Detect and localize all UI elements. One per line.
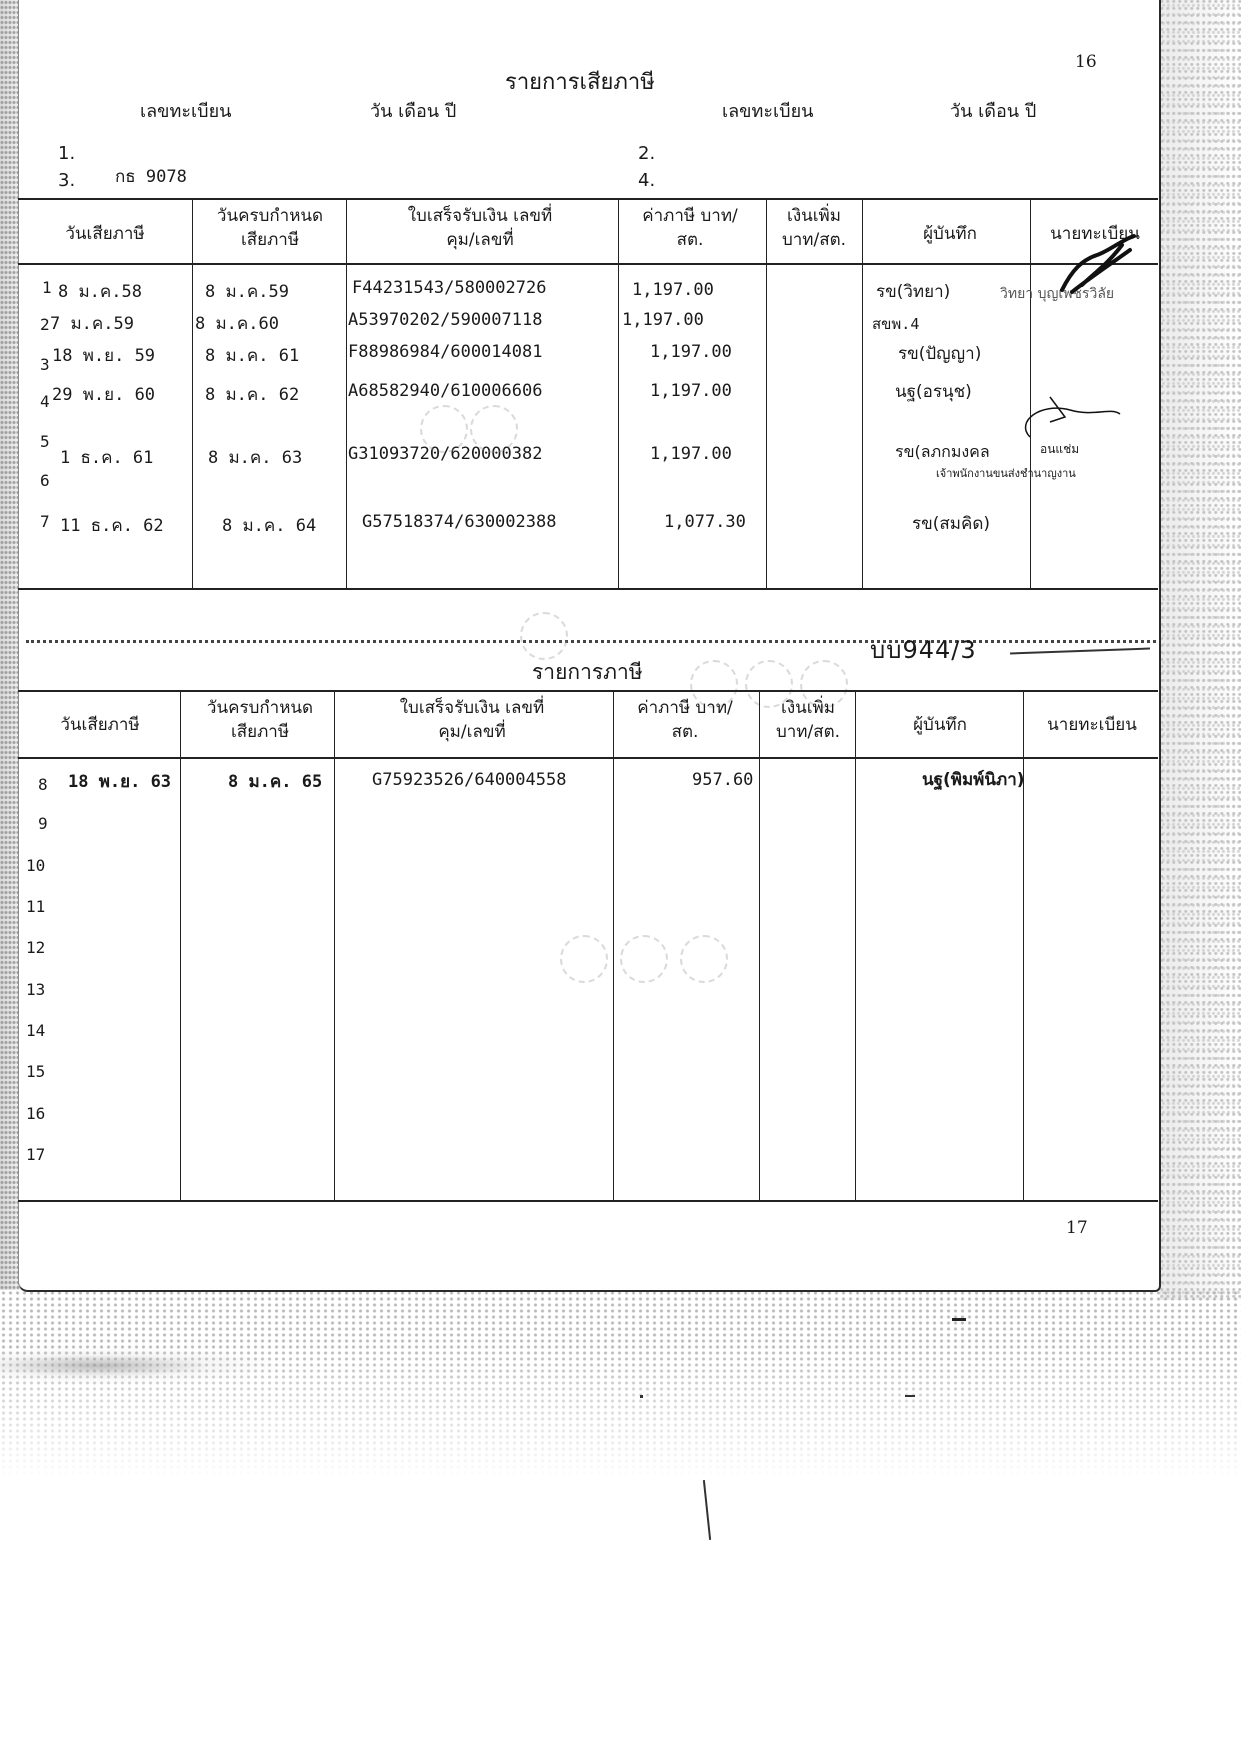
ghost-stamp (420, 405, 468, 453)
scan-edge-right (1160, 0, 1241, 1300)
t1-tax: 1,197.00 (650, 381, 732, 401)
date-label-left: วัน เดือน ปี (370, 101, 457, 122)
t2-tax: 957.60 (692, 770, 754, 790)
t2-col-registrar: นายทะเบียน (1047, 715, 1137, 735)
t1-col-tax: ค่าภาษี บาท/สต. (642, 206, 738, 250)
t1-receipt: F44231543/580002726 (352, 278, 547, 298)
t1-receipt: G57518374/630002388 (362, 512, 557, 532)
vehicle-tax-record-card (18, 0, 1161, 1292)
t1-due-date: 8 ม.ค.60 (195, 314, 279, 334)
reg-entry-no-2: 2. (638, 143, 656, 164)
t1-tax: 1,197.00 (632, 280, 714, 300)
reg-entry-no-1: 1. (58, 143, 76, 164)
t1-recorder: สขพ.4 (872, 315, 920, 333)
t1-receipt: G31093720/620000382 (348, 444, 543, 464)
t2-col-paid-date: วันเสียภาษี (60, 715, 140, 735)
t1-row-number: 2 (40, 315, 50, 334)
t1-paid-date: 29 พ.ย. 60 (52, 385, 156, 405)
t2-row-number: 10 (26, 856, 46, 875)
t1-due-date: 8 ม.ค. 61 (205, 346, 300, 366)
t2-row-number: 15 (26, 1062, 46, 1081)
ghost-stamp (680, 935, 728, 983)
registrar-signature-icon (1052, 230, 1142, 300)
scan-mark (905, 1395, 915, 1397)
t2-receipt: G75923526/640004558 (372, 770, 567, 790)
t2-col-due-date: วันครบกำหนด เสียภาษี (206, 698, 314, 742)
t1-row-number: 4 (40, 392, 50, 411)
t1-due-date: 8 ม.ค. 62 (205, 385, 300, 405)
t1-paid-date: 11 ธ.ค. 62 (60, 516, 164, 536)
t2-due-date: 8 ม.ค. 65 (228, 772, 323, 792)
t1-row-number: 7 (40, 512, 50, 531)
t1-tax: 1,197.00 (622, 310, 704, 330)
tax-record-title: รายการเสียภาษี (505, 70, 655, 95)
separator-dots (26, 640, 1156, 643)
page-number-bottom: 17 (1066, 1218, 1088, 1238)
ghost-stamp (470, 405, 518, 453)
t1-col-registrar: นายทะเบียน (1050, 224, 1140, 244)
scan-edge-bottom (0, 1290, 1241, 1480)
ghost-stamp (560, 935, 608, 983)
tax-list-title: รายการภาษี (532, 660, 643, 684)
t1-recorder: นฐ(อรนุช) (895, 382, 972, 402)
t1-row-number: 6 (40, 471, 50, 490)
scan-mark (640, 1395, 643, 1398)
stamp-number: บบ944/3 (870, 636, 977, 664)
t2-row-number: 16 (26, 1104, 46, 1123)
t2-col-recorder: ผู้บันทึก (913, 715, 967, 735)
t1-due-date: 8 ม.ค. 64 (222, 516, 317, 536)
t1-receipt: A68582940/610006606 (348, 381, 543, 401)
t1-recorder: รข(สมคิด) (912, 514, 991, 534)
t1-paid-date: 18 พ.ย. 59 (52, 346, 156, 366)
t1-receipt: F88986984/600014081 (348, 342, 543, 362)
t1-registrar-name: วิทยา บุญเพชรวิลัย (1000, 286, 1115, 302)
t1-col-extra: เงินเพิ่ม บาท/สต. (781, 206, 847, 250)
t1-registrar-name: อนแช่ม (1040, 442, 1080, 456)
t2-row-number: 12 (26, 938, 46, 957)
t1-col-paid-date: วันเสียภาษี (65, 224, 145, 244)
officer-signature-icon (1010, 392, 1130, 452)
t1-paid-date: 7 ม.ค.59 (50, 314, 134, 334)
t2-col-tax: ค่าภาษี บาท/สต. (637, 698, 733, 742)
t1-tax: 1,197.00 (650, 444, 732, 464)
t1-officer-title: เจ้าพนักงานขนส่งชำนาญงาน (936, 467, 1076, 480)
page-number-top: 16 (1075, 52, 1097, 72)
t2-row-number: 11 (26, 897, 46, 916)
scan-mark (952, 1318, 966, 1321)
t1-recorder: รข(วิทยา) (876, 282, 951, 302)
t2-col-extra: เงินเพิ่ม บาท/สต. (775, 698, 841, 742)
t1-recorder: รข(ลภกมงคล (895, 442, 990, 461)
t2-row-number: 17 (26, 1145, 46, 1164)
t2-row-number: 14 (26, 1021, 46, 1040)
date-label-right: วัน เดือน ปี (950, 101, 1037, 122)
reg-label-left: เลขทะเบียน (140, 101, 232, 122)
reg-entry-value-3: กธ 9078 (115, 167, 187, 187)
t1-col-receipt: ใบเสร็จรับเงิน เลขที่คุม/เลขที่ (407, 206, 553, 250)
reg-label-right: เลขทะเบียน (722, 101, 814, 122)
t2-paid-date: 18 พ.ย. 63 (68, 772, 172, 792)
t1-due-date: 8 ม.ค.59 (205, 282, 289, 302)
t1-col-due-date: วันครบกำหนด เสียภาษี (216, 206, 324, 250)
t1-col-recorder: ผู้บันทึก (923, 224, 977, 244)
ghost-stamp (620, 935, 668, 983)
t1-receipt: A53970202/590007118 (348, 310, 543, 330)
t1-paid-date: 8 ม.ค.58 (58, 282, 142, 302)
t2-col-receipt: ใบเสร็จรับเงิน เลขที่คุม/เลขที่ (399, 698, 545, 742)
t1-row-number: 3 (40, 355, 50, 374)
t1-row-number: 5 (40, 432, 50, 451)
t2-row-number: 8 (38, 775, 48, 794)
reg-entry-no-3: 3. (58, 170, 76, 191)
t1-due-date: 8 ม.ค. 63 (208, 448, 303, 468)
t2-row-number: 13 (26, 980, 46, 999)
t1-paid-date: 1 ธ.ค. 61 (60, 448, 154, 468)
t1-tax: 1,077.30 (664, 512, 746, 532)
scan-mark (703, 1480, 711, 1540)
t2-row-number: 9 (38, 814, 48, 833)
t1-recorder: รข(ปัญญา) (898, 344, 982, 364)
t2-recorder: นฐ(พิมพ์นิภา) (922, 770, 1025, 790)
t1-tax: 1,197.00 (650, 342, 732, 362)
reg-entry-no-4: 4. (638, 170, 656, 191)
t1-row-number: 1 (42, 278, 52, 297)
ghost-stamp (520, 612, 568, 660)
